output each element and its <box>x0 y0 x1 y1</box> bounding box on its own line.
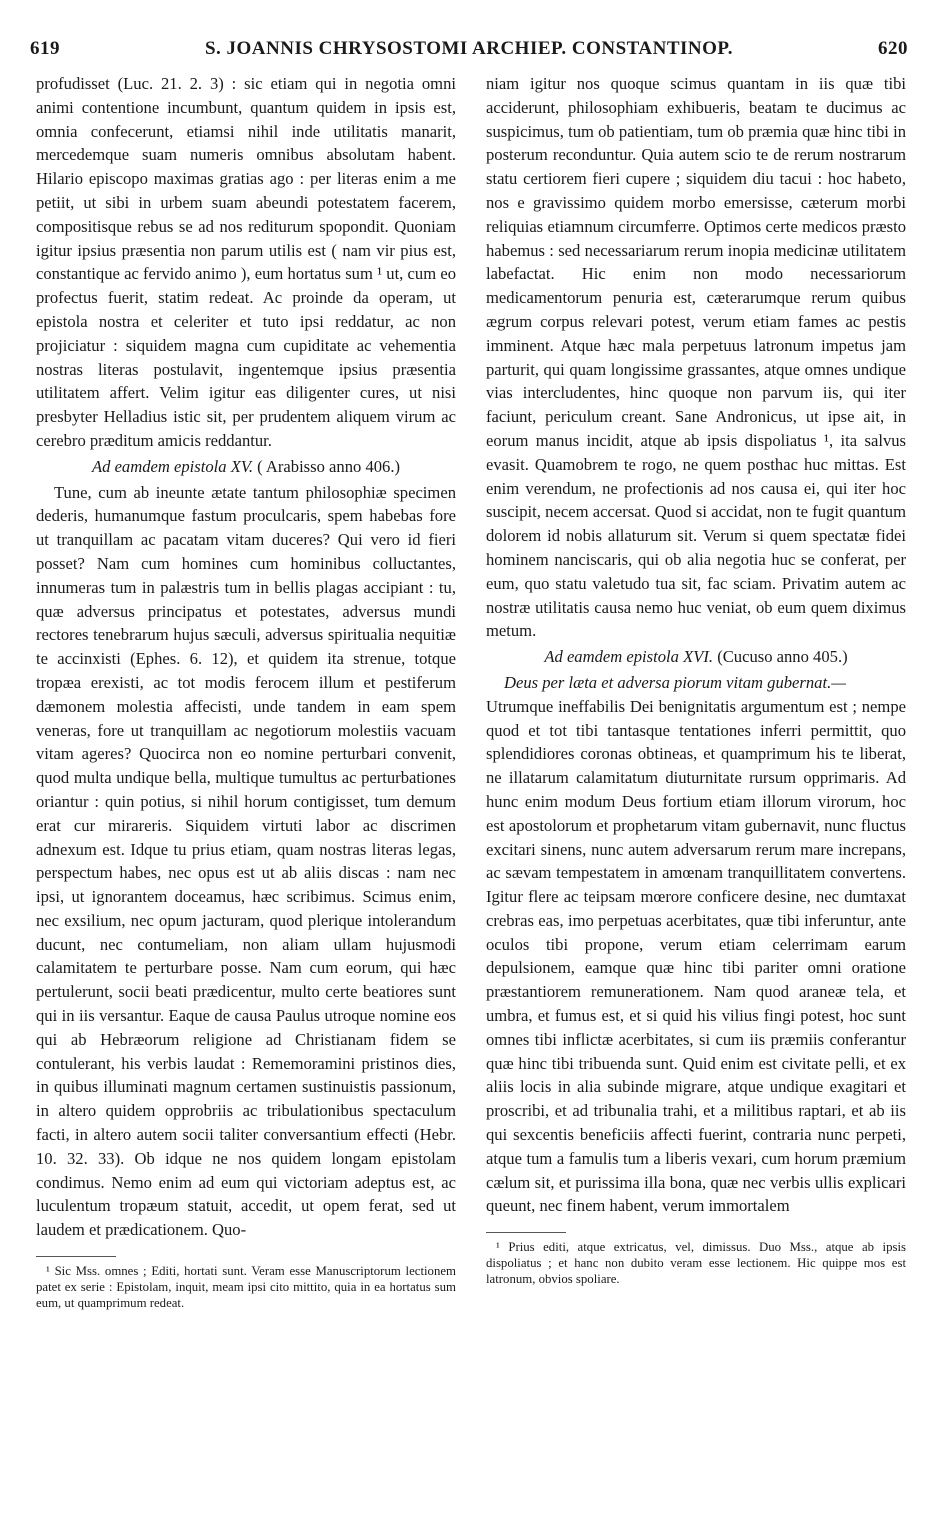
footnote-rule <box>36 1256 116 1257</box>
left-column <box>36 72 456 1311</box>
footnote: ¹ Prius editi, atque extricatus, vel, dimissus. Duo Mss., atque ab ipsis dispoliatus ; et hanc non dubito veram esse lectionem. Hic quippe mos est latronum, obvios spoliare. <box>486 1240 906 1287</box>
letter-heading <box>486 645 906 669</box>
page-number-right: 620 <box>878 38 908 59</box>
body-paragraph: Utrumque ineffabilis Dei benignitatis argumentum est ; nempe quod et tot tibi tantasque tentationes inferri permittit, quo splendidiores coronas obtineas, et quamprimum his te liberat, ne illatarum calamitatum diuturnitate rursum opprimaris. Ad hunc enim modum Deus fortium etiam illorum virorum, hoc est apostolorum et prophetarum vitam gubernavit, nunc fluctus excitari sinens, nunc autem adversarum rerum mare increpans, ac sævam tempestatem in amœnam tranquillitatem convertens. Igitur flere ac teipsam mœrore conficere desine, nec dumtaxat crebras eas, imo perpetuas acerbitates, quæ tibi inferuntur, ante oculos tibi propone, verum etiam celerrimam earum depulsionem, eamque quæ hinc tibi pariter omni oratione præstantiorem remunerationem. Nam quod araneæ tela, et umbra, et fumus est, et si quid his vilius fingi potest, hoc sunt omnes tibi inflictæ acerbitates, si cum iis præmiis conferantur quæ hinc tibi tribuenda sunt. Quid enim est civitate pelli, et ex aliis locis in alia subinde migrare, atque undique exagitari et proscribi, et ad tribunalia trahi, et a militibus raptari, et ab iis qui sexcentis beneficiis affecti fuerint, contraria nunc perpeti, atque tum a famulis tum a liberis vexari, cum horum præmium cælum sit, et purissima illa bona, quæ nec verbis ullis explicari queunt, nec finem habent, verum immortalem <box>486 696 906 1216</box>
body-paragraph: Tune, cum ab ineunte ætate tantum philosophiæ specimen dederis, humanumque fastum proculcaris, spem habebas fore ut tranquillam ac pacatam vitam duceres? Qui vero id fieri posset? Nam cum homines cum hominibus colluctantes, innumeras tum in palæstris tum in bellis plagas accipiant : tu, quæ adversus principatus et potestates, adversus mundi rectores tenebrarum hujus sæculi, adversus spiritualia nequitiæ te accinxisti (Ephes. 6. 12), et quidem ita strenue, totque tropæa erexisti, ac tot modis ferocem illum et pestiferum dæmonem molestia affecisti, unde tandem in eam spem veneras, fore ut tranquillam ac negotiorum molestiis vacuam vitam ageres? Quocirca non eo nomine perturbari convenit, quod multa undique bella, multique tumultus ac perturbationes oriantur : quin potius, si nihil horum contigisset, tum demum erat cur mirareris. Siquidem virtuti labor ac discrimen adnexum est. Idque tu prius etiam, quam nostras literas legas, perspectum habes, nec opus est ut ab aliis discas : nam nec ipsi, ut ignorantem doceamus, hæc scribimus. Scimus enim, nec exsilium, nec opum jacturam, quod plerique intolerandum ducunt, nec contumeliam, non aliam ullam hujusmodi calamitatem te perturbare posse. Nam cum eorum, qui hæc pertulerunt, socii beati prædicentur, multo certe beatiores sunt qui in iis versantur. Eaque de causa Paulus utroque nomine eos qui ab Hebræorum religione ad Christianam fidem se contulerant, his verbis laudat : Rememoramini pristinos dies, in quibus illuminati magnum certamen sustinuistis passionum, in altero quidem opprobriis ac tribulationibus spectaculum facti, in altero autem socii taliter conversantium effecti (Hebr. 10. 32. 33). Ob idque ne nos quidem longam epistolam condimus. Nemo enim ad eum qui victoriam adeptus est, ac luculentum tropæum statuit, accedit, ut opem ferat, sed ut laudem et prædicationem. Quo- <box>36 482 456 1240</box>
body-paragraph: niam igitur nos quoque scimus quantam in iis quæ tibi acciderunt, philosophiam exhibueris, beatam te ducimus ac suspicimus, tum ob patientiam, tum ob præmia quæ hinc tibi in posterum reconduntur. Quia autem scio te de rerum nostrarum statu certiorem fieri cupere ; siquidem diu tacui : hoc habeto, nos e gravissimo quidem morbo emersisse, cæterum morbi reliquias etiamnum circumferre. Optimos certe medicos præsto habemus : sed necessariarum rerum inopia medicinæ utilitatem labefactat. Hic enim non modo necessariorum medicamentorum penuria est, cæterarumque rerum quibus ægrum corpus relevari potest, verum etiam fames ac pestis imminent. Atque hæc mala perpetuus latronum impetus jam parturit, qui quam longissime grassantes, atque omnes undique vias intercludentes, hinc quoque non parvum iis, qui iter faciunt, periculum creant. Sane Andronicus, ut ipse ait, in eorum manus incidit, atque ab ipsis dispoliatus ¹, ita salvus evasit. Quamobrem te rogo, ne quem posthac huc mittas. Est enim verendum, ne profectionis ad nos causa ei, qui iter hoc suscipit, necem accersat. Quod si accidat, non te fugit quantum dolorem id nobis allaturum sit. Verum si quem spectatæ fidei hominem nanciscaris, qui ob alia negotia huc se conferat, per eum, quo statu valetudo tua sit, fac sciam. Privatim autem ac nostræ utilitatis causa nemo huc veniat, ob eum quem diximus metum. <box>486 74 906 641</box>
letter-place-date: ( Arabisso anno 406.) <box>257 456 401 476</box>
page-number-left: 619 <box>30 38 60 59</box>
running-title: S. JOANNIS CHRYSOSTOMI ARCHIEP. CONSTANTINOP. <box>204 38 734 59</box>
letter-place-date: (Cucuso anno 405.) <box>717 647 848 667</box>
right-column <box>486 72 906 1287</box>
letter-title: Ad eamdem epistola XVI. <box>544 647 714 667</box>
letter-summary: Deus per læta et adversa piorum vitam gubernat.— <box>504 672 846 692</box>
letter-heading <box>36 455 456 479</box>
letter-title: Ad eamdem epistola XV. <box>91 456 253 476</box>
footnote-rule <box>486 1232 566 1233</box>
footnote: ¹ Sic Mss. omnes ; Editi, hortati sunt. Veram esse Manuscriptorum lectionem patet ex serie : Epistolam, inquit, meam ipsi cito mittito, quia in ea hortatus sum eum, ut quamprimum redeat. <box>36 1264 456 1311</box>
running-header <box>30 38 908 66</box>
body-paragraph: profudisset (Luc. 21. 2. 3) : sic etiam qui in negotia omni animi contentione incumbunt, quantum quidem in ipsis est, omnia confecerunt, etiamsi nihil inde utilitatis manarit, mercedemque suam numeris omnibus absolutam habent. Hilario episcopo maximas gratias ago : per literas enim a me petiit, ut sibi in urbem suam abeundi potestatem facerem, compositisque rebus se ad nos rediturum spopondit. Quoniam igitur ipsius præsentia non parum utilis est ( nam vir pius est, constantique ac fervido animo ), eum hortatus sum ¹ ut, cum eo profectus fuerit, statim redeat. Ac proinde da operam, ut epistola nostra et celeriter et tuto ipsi reddatur, ac non projiciatur : siquidem magna cum cupiditate ac vehementia nostras literas postulavit, ingentemque ipsius præsentia utilitatem affert. Velim igitur eas diligenter cures, ut nisi presbyter Helladius istic sit, per prudentem aliquem virum ac cerebro præditum amicis reddantur. <box>36 74 456 450</box>
